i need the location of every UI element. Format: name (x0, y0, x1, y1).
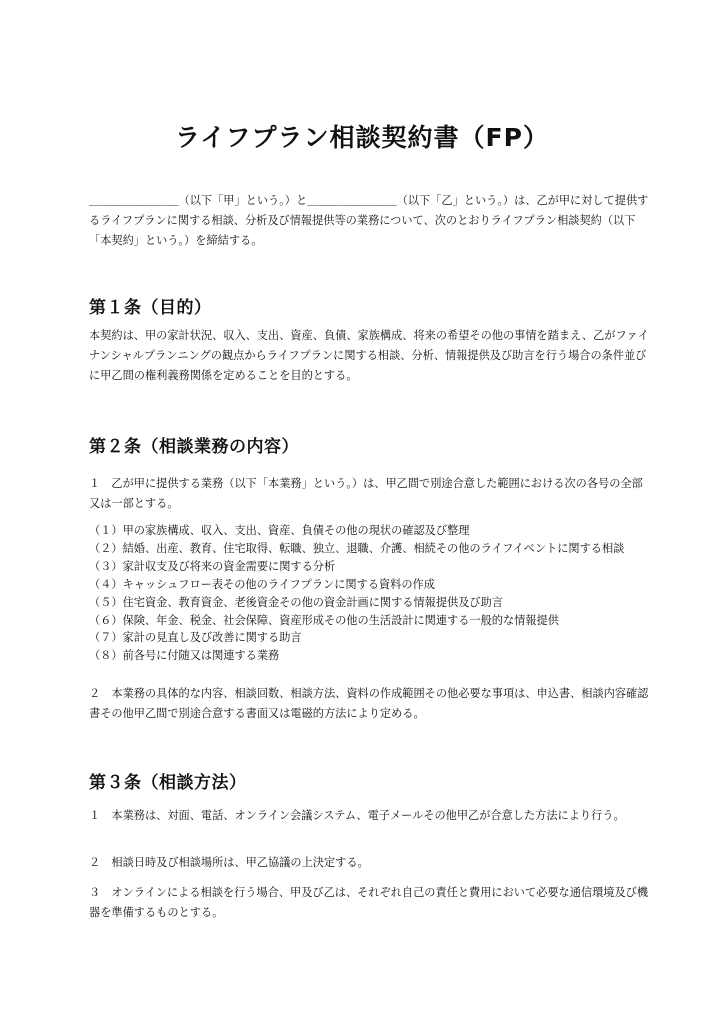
article-3-heading: 第３条（相談方法） (89, 773, 247, 793)
article-3-paragraph-3: ３ オンラインによる相談を行う場合、甲及び乙は、それぞれ自己の責任と費用において必要な通信環境及び機器を準備するものとする。 (89, 886, 649, 919)
list-item: （２）結婚、出産、教育、住宅取得、転職、独立、退職、介護、相続その他のライフイベントに関する相談 (89, 541, 625, 555)
list-item: （１）甲の家族構成、収入、支出、資産、負債その他の現状の確認及び整理 (89, 524, 470, 537)
article-1-heading: 第１条（目的） (89, 298, 212, 318)
article-1-body: 本契約は、甲の家計状況、収入、支出、資産、負債、家族構成、将来の希望その他の事情を踏まえ、乙がファイナンシャルプランニングの観点からライフプランに関する相談、分析、情報提供及び助言を行う場合の条件並びに甲乙間の権利義務関係を定めることを目的とする。 (89, 329, 649, 382)
article-2-item-list (89, 522, 649, 665)
article-2-paragraph-1: １ 乙が甲に提供する業務（以下「本業務」という。）は、甲乙間で別途合意した範囲における次の各号の全部又は一部とする。 (89, 477, 643, 510)
list-item: （４）キャッシュフロー表その他のライフプランに関する資料の作成 (89, 577, 435, 591)
list-item: （６）保険、年金、税金、社会保障、資産形成その他の生活設計に関連する一般的な情報提供 (89, 613, 559, 627)
article-2-paragraph-2: ２ 本業務の具体的な内容、相談回数、相談方法、資料の作成範囲その他必要な事項は、申込書、相談内容確認書その他甲乙間で別途合意する書面又は電磁的方法により定める。 (89, 687, 649, 720)
document-title: ライフプラン相談契約書（FP） (175, 123, 549, 152)
list-item: （５）住宅資金、教育資金、老後資金その他の資金計画に関する情報提供及び助言 (89, 595, 503, 609)
article-2-heading: 第２条（相談業務の内容） (89, 437, 299, 457)
list-item: （３）家計収支及び将来の資金需要に関する分析 (89, 559, 336, 573)
article-3-paragraph-2: ２ 相談日時及び相談場所は、甲乙協議の上決定する。 (89, 856, 369, 869)
article-3-paragraph-1: １ 本業務は、対面、電話、オンライン会議システム、電子メールその他甲乙が合意した方法により行う。 (89, 809, 625, 822)
list-item: （７）家計の見直し及び改善に関する助言 (89, 631, 302, 645)
list-item: （８）前各号に付随又は関連する業務 (89, 649, 280, 663)
preamble-paragraph: ＿＿＿＿＿＿＿＿（以下「甲」という。）と＿＿＿＿＿＿＿＿（以下「乙」という。）は、乙が甲に対して提供するライフプランに関する相談、分析及び情報提供等の業務について、次のとおりライフプラン相談契約（以下「本契約」という。）を締結する。 (89, 194, 649, 247)
